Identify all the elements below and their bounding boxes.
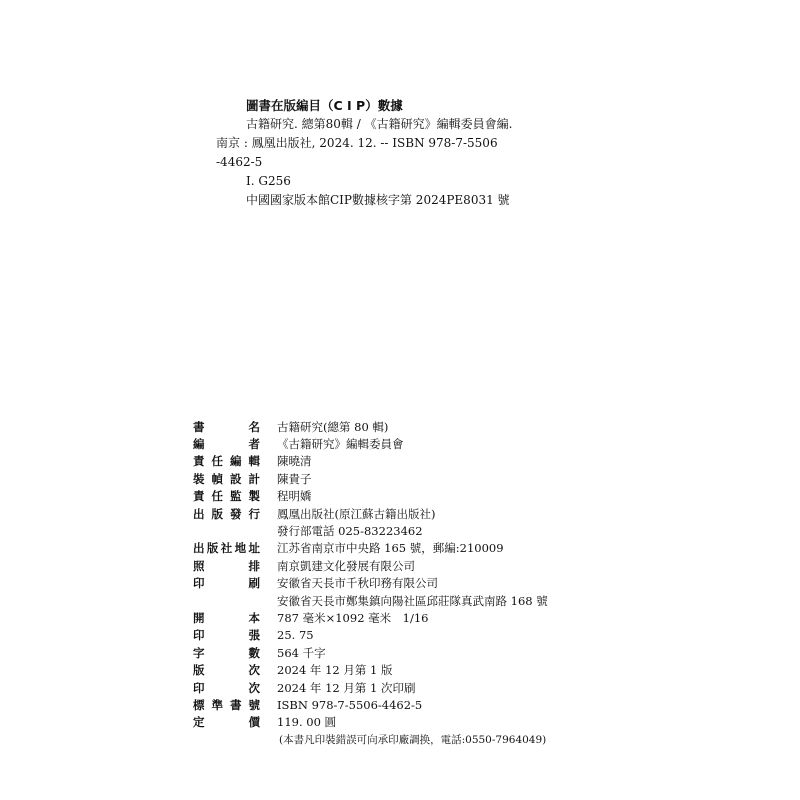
spec-label: 印 刷 <box>193 576 260 591</box>
spec-label: 標 準 書 號 <box>193 697 260 712</box>
spec-label: 裝 幀 設 計 <box>193 471 260 486</box>
spec-label: 印 次 <box>193 680 260 695</box>
spec-label: 責 任 編 輯 <box>193 454 260 469</box>
spec-row <box>193 470 783 487</box>
spec-value: 南京凱建文化發展有限公司 <box>277 558 415 573</box>
spec-label: 字 數 <box>193 645 260 660</box>
cip-title: 圖書在版編目（C I P）數據 <box>246 98 403 113</box>
spec-row <box>193 575 783 592</box>
spec-row <box>193 505 783 522</box>
spec-label: 編 者 <box>193 437 260 452</box>
spec-value: 564 千字 <box>277 645 326 660</box>
spec-row <box>193 540 783 557</box>
spec-label: 書 名 <box>193 419 260 434</box>
spec-value: 安徽省天長市千秋印務有限公司 <box>277 576 438 591</box>
spec-row <box>193 696 783 713</box>
specs-table <box>193 418 783 748</box>
spec-label: 出 版 社 地 址 <box>193 541 260 556</box>
spec-row <box>193 679 783 696</box>
cip-line-3: -4462-5 <box>216 155 263 169</box>
spec-label: 定 價 <box>193 715 260 730</box>
spec-row <box>193 609 783 626</box>
spec-value: 程明嬌 <box>277 489 312 504</box>
cip-line-2: 南京 : 鳳凰出版社, 2024. 12. -- ISBN 978-7-5506 <box>216 136 498 150</box>
spec-value: 陳曉清 <box>277 454 312 469</box>
spec-row <box>193 714 783 731</box>
print-error-note: (本書凡印裝錯誤可向承印廠調换，電話:0550-7964049) <box>279 734 547 747</box>
spec-row <box>193 435 783 452</box>
spec-value: 古籍研究(總第 80 輯) <box>277 419 389 434</box>
spec-value: 787 毫米×1092 毫米 1/16 <box>277 610 429 625</box>
spec-value: 2024 年 12 月第 1 次印刷 <box>277 680 416 695</box>
spec-value: 119. 00 圓 <box>277 715 337 730</box>
spec-row <box>193 488 783 505</box>
cip-line-1: 古籍研究. 總第80輯 / 《古籍研究》編輯委員會編. <box>246 117 513 131</box>
spec-label: 開 本 <box>193 610 260 625</box>
spec-value: 江苏省南京市中央路 165 號，郵編:210009 <box>277 541 504 556</box>
spec-label: 出 版 發 行 <box>193 506 260 521</box>
spec-row <box>193 557 783 574</box>
spec-value: ISBN 978-7-5506-4462-5 <box>277 697 423 712</box>
spec-label: 版 次 <box>193 663 260 678</box>
cip-line-5: 中國國家版本館CIP數據核字第 2024PE8031 號 <box>246 193 510 207</box>
spec-row <box>193 627 783 644</box>
spec-value: 25. 75 <box>277 628 314 643</box>
spec-value: 陳貴子 <box>277 471 312 486</box>
spec-label: 責 任 監 製 <box>193 489 260 504</box>
spec-row <box>193 644 783 661</box>
spec-label: 照 排 <box>193 558 260 573</box>
spec-label: 印 張 <box>193 628 260 643</box>
spec-row <box>193 661 783 678</box>
spec-value-extra: 發行部電話 025-83223462 <box>277 524 423 539</box>
spec-value: 鳳凰出版社(原江蘇古籍出版社) <box>277 506 436 521</box>
spec-row <box>193 453 783 470</box>
cip-block <box>216 96 776 210</box>
cip-line-4: Ⅰ. G256 <box>246 174 291 188</box>
spec-value: 《古籍研究》編輯委員會 <box>277 437 404 452</box>
spec-value: 2024 年 12 月第 1 版 <box>277 663 393 678</box>
spec-row <box>193 418 783 435</box>
spec-value-extra: 安徽省天長市鄭集鎮向陽社區邱莊隊真武南路 168 號 <box>277 593 548 608</box>
